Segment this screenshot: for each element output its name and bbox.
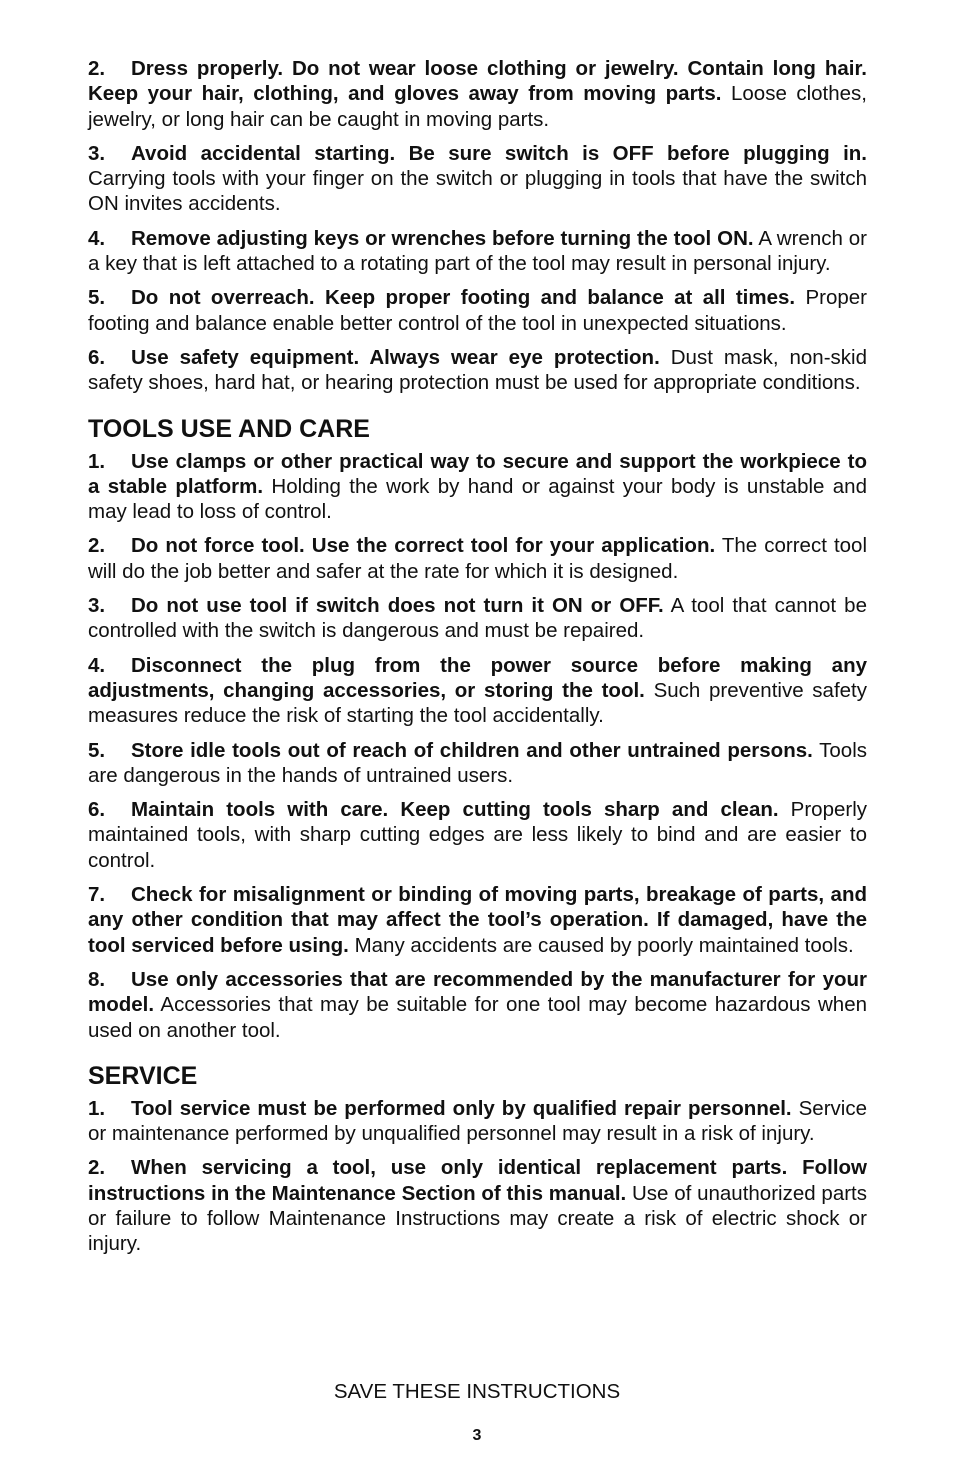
item-lead: Avoid accidental starting. Be sure switch is OFF before plugging in. — [131, 141, 867, 165]
item-number: 5. — [88, 738, 106, 762]
list-item — [88, 345, 867, 396]
list-item — [88, 285, 867, 336]
item-body: Tools are dangerous in the hands of untrained users. — [88, 738, 868, 787]
item-number: 1. — [88, 449, 106, 473]
list-item — [88, 653, 867, 729]
list-item — [88, 593, 867, 644]
item-number: 4. — [88, 226, 106, 250]
service-list — [88, 1096, 867, 1257]
section-heading-service: SERVICE — [88, 1061, 198, 1090]
item-lead: Check for misalignment or binding of moving parts, breakage of parts, and any other condition that may affect the tool’s operation. If damaged, have the tool serviced before using. — [88, 883, 867, 957]
item-body: A wrench or a key that is left attached to a rotating part of the tool may result in personal injury. — [88, 226, 867, 276]
item-lead: When servicing a tool, use only identical replacement parts. Follow instructions in the Maintenance Section of this manual. — [88, 1156, 867, 1205]
item-body: Use of unauthorized parts or failure to follow Maintenance Instructions may create a risk of electric shock or injury. — [88, 1181, 867, 1256]
item-number: 2. — [88, 1156, 106, 1180]
list-item — [88, 797, 867, 873]
item-number: 2. — [88, 534, 106, 558]
tools-use-list — [88, 449, 867, 1043]
item-lead: Do not use tool if switch does not turn it ON or OFF. — [131, 594, 664, 618]
manual-page — [88, 56, 867, 1266]
item-body: Accessories that may be suitable for one tool may become hazardous when used on another tool. — [88, 993, 867, 1042]
item-body: Carrying tools with your finger on the switch or plugging in tools that have the switch ON invites accidents. — [88, 167, 867, 216]
section-heading-tools-use: TOOLS USE AND CARE — [88, 414, 370, 443]
item-number: 5. — [88, 286, 106, 310]
item-lead: Dress properly. Do not wear loose clothing or jewelry. Contain long hair. Keep your hair, clothing, and gloves away from moving parts. — [88, 57, 867, 106]
item-lead: Tool service must be performed only by qualified repair personnel. — [131, 1096, 792, 1120]
item-number: 2. — [88, 57, 106, 80]
item-body: Service or maintenance performed by unqualified personnel may result in a risk of injury. — [88, 1096, 867, 1146]
item-number: 1. — [88, 1096, 106, 1120]
item-lead: Use only accessories that are recommended by the manufacturer for your model. — [88, 967, 867, 1017]
page-number: 3 — [472, 1427, 482, 1444]
item-lead: Remove adjusting keys or wrenches before turning the tool ON. — [131, 226, 754, 250]
item-lead: Store idle tools out of reach of children and other untrained persons. — [131, 738, 813, 762]
list-item — [88, 967, 867, 1043]
save-instructions-note: SAVE THESE INSTRUCTIONS — [333, 1380, 621, 1403]
item-body: Loose clothes, jewelry, or long hair can be caught in moving parts. — [88, 82, 867, 131]
list-item — [88, 141, 867, 217]
item-body: The correct tool will do the job better and safer at the rate for which it is designed. — [88, 534, 867, 583]
list-item — [88, 882, 867, 958]
item-lead: Do not force tool. Use the correct tool for your application. — [131, 534, 716, 558]
item-number: 7. — [88, 883, 106, 907]
item-number: 6. — [88, 798, 106, 822]
item-body: Dust mask, non-skid safety shoes, hard hat, or hearing protection must be used for appropriate conditions. — [88, 345, 867, 395]
item-body: Proper footing and balance enable better control of the tool in unexpected situations. — [88, 286, 867, 335]
list-item — [88, 533, 867, 584]
list-item — [88, 738, 867, 789]
list-item — [88, 1155, 867, 1256]
item-lead: Do not overreach. Keep proper footing and balance at all times. — [131, 286, 796, 310]
item-number: 8. — [88, 967, 106, 991]
item-lead: Maintain tools with care. Keep cutting tools sharp and clean. — [131, 798, 779, 822]
item-number: 4. — [88, 653, 106, 677]
item-body: Properly maintained tools, with sharp cutting edges are less likely to bind and are easier to control. — [88, 798, 868, 872]
list-item — [88, 449, 867, 525]
list-item — [88, 226, 867, 277]
list-item — [88, 56, 867, 132]
item-number: 6. — [88, 345, 106, 369]
item-body: Such preventive safety measures reduce the risk of starting the tool accidentally. — [88, 678, 867, 728]
item-body: A tool that cannot be controlled with the switch is dangerous and must be repaired. — [88, 594, 867, 643]
item-number: 3. — [88, 141, 106, 165]
item-body: Many accidents are caused by poorly maintained tools. — [348, 933, 854, 957]
item-body: Holding the work by hand or against your body is unstable and may lead to loss of control. — [88, 474, 867, 524]
item-lead: Use safety equipment. Always wear eye protection. — [131, 345, 660, 369]
item-lead: Use clamps or other practical way to secure and support the workpiece to a stable platform. — [88, 449, 867, 498]
list-item — [88, 1096, 867, 1147]
item-number: 3. — [88, 594, 106, 618]
personal-safety-list — [88, 56, 867, 396]
item-lead: Disconnect the plug from the power source before making any adjustments, changing accessories, or storing the tool. — [88, 653, 867, 702]
